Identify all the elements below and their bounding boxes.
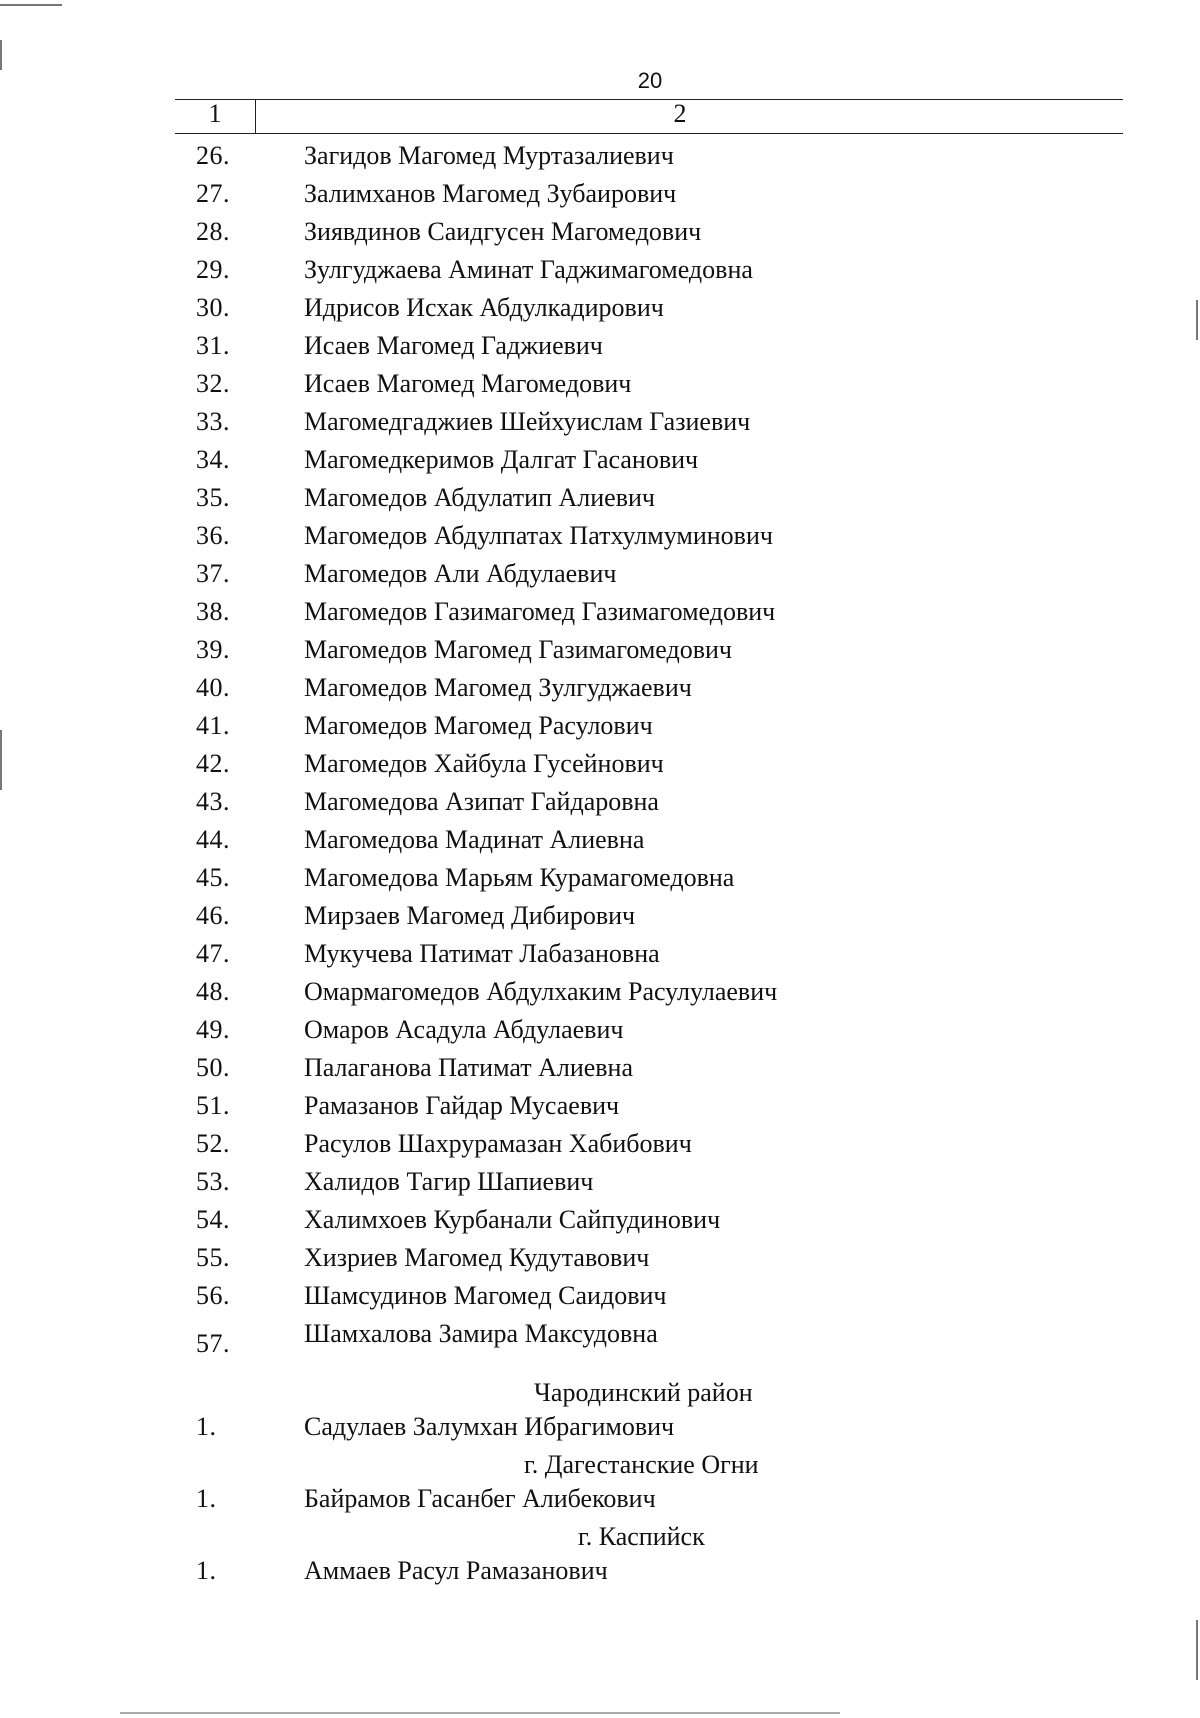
person-name: Мирзаев Магомед Дибирович <box>304 901 636 930</box>
list-item <box>0 405 1200 443</box>
table-header-col1: 1 <box>208 99 222 128</box>
list-item <box>0 1241 1200 1279</box>
person-name: Исаев Магомед Гаджиевич <box>304 331 603 360</box>
item-number: 1. <box>196 1556 217 1585</box>
person-name: Зиявдинов Саидгусен Магомедович <box>304 217 702 246</box>
item-number: 33. <box>196 407 230 436</box>
item-number: 38. <box>196 597 230 626</box>
person-name: Аммаев Расул Рамазанович <box>304 1556 608 1585</box>
item-number: 45. <box>196 863 230 892</box>
list-item <box>0 215 1200 253</box>
item-number: 53. <box>196 1167 230 1196</box>
item-number: 39. <box>196 635 230 664</box>
list-item <box>0 557 1200 595</box>
list-item <box>0 747 1200 785</box>
list-item <box>0 367 1200 405</box>
list-item <box>0 861 1200 899</box>
person-name: Расулов Шахрурамазан Хабибович <box>304 1129 692 1158</box>
item-number: 37. <box>196 559 230 588</box>
item-number: 27. <box>196 179 230 208</box>
list-item <box>0 785 1200 823</box>
district-heading: г. Каспийск <box>578 1522 705 1551</box>
list-item <box>0 253 1200 291</box>
list-item <box>0 291 1200 329</box>
person-name: Магомедова Мадинат Алиевна <box>304 825 645 854</box>
person-name: Магомедов Абдулпатах Патхулмуминович <box>304 521 773 550</box>
item-number: 43. <box>196 787 230 816</box>
list-item <box>0 1317 1200 1358</box>
item-number: 35. <box>196 483 230 512</box>
item-number: 56. <box>196 1281 230 1310</box>
item-number: 32. <box>196 369 230 398</box>
item-number: 1. <box>196 1484 217 1513</box>
person-name: Магомедгаджиев Шейхуислам Газиевич <box>304 407 751 436</box>
person-name: Зулгуджаева Аминат Гаджимагомедовна <box>304 255 753 284</box>
item-number: 28. <box>196 217 230 246</box>
person-name: Магомедов Магомед Зулгуджаевич <box>304 673 692 702</box>
person-name: Магомедова Марьям Курамагомедовна <box>304 863 735 892</box>
person-name: Магомедова Азипат Гайдаровна <box>304 787 659 816</box>
item-number: 36. <box>196 521 230 550</box>
scan-mark <box>0 4 62 6</box>
person-name: Магомедов Магомед Газимагомедович <box>304 635 732 664</box>
person-name: Рамазанов Гайдар Мусаевич <box>304 1091 620 1120</box>
item-number: 50. <box>196 1053 230 1082</box>
item-number: 34. <box>196 445 230 474</box>
item-number: 46. <box>196 901 230 930</box>
person-name: Хизриев Магомед Кудутавович <box>304 1243 650 1272</box>
scan-mark <box>0 40 2 70</box>
scan-mark <box>1196 1620 1198 1680</box>
table-header-top-rule <box>175 99 1123 100</box>
person-name: Халидов Тагир Шапиевич <box>304 1167 594 1196</box>
item-number: 40. <box>196 673 230 702</box>
list-item <box>0 1203 1200 1241</box>
person-name: Магомедов Абдулатип Алиевич <box>304 483 655 512</box>
person-name: Магомедов Хайбула Гусейнович <box>304 749 664 778</box>
list-item <box>0 595 1200 633</box>
item-number: 31. <box>196 331 230 360</box>
person-name: Омармагомедов Абдулхаким Расулулаевич <box>304 977 778 1006</box>
person-name: Загидов Магомед Муртазалиевич <box>304 141 674 170</box>
list-item <box>0 329 1200 367</box>
list-item <box>0 633 1200 671</box>
scan-mark <box>120 1712 840 1714</box>
item-number: 48. <box>196 977 230 1006</box>
item-number: 57. <box>196 1329 230 1358</box>
list-item <box>0 519 1200 557</box>
scan-mark <box>0 730 2 790</box>
table-header-col2: 2 <box>673 99 687 128</box>
district-heading: Чародинский район <box>534 1378 753 1407</box>
person-name: Идрисов Исхак Абдулкадирович <box>304 293 664 322</box>
item-number: 41. <box>196 711 230 740</box>
list-item <box>0 937 1200 975</box>
item-number: 26. <box>196 141 230 170</box>
page-number: 20 <box>637 68 663 93</box>
person-name: Мукучева Патимат Лабазановна <box>304 939 660 968</box>
person-name: Халимхоев Курбанали Сайпудинович <box>304 1205 721 1234</box>
list-item <box>0 709 1200 747</box>
person-name: Палаганова Патимат Алиевна <box>304 1053 634 1082</box>
list-item <box>0 823 1200 861</box>
list-item <box>0 1051 1200 1089</box>
list-item <box>0 671 1200 709</box>
list-item <box>0 899 1200 937</box>
scan-mark <box>1196 300 1198 340</box>
person-name: Садулаев Залумхан Ибрагимович <box>304 1412 675 1441</box>
person-name: Магомедов Али Абдулаевич <box>304 559 617 588</box>
person-name: Залимханов Магомед Зубаирович <box>304 179 677 208</box>
person-name: Магомедов Магомед Расулович <box>304 711 653 740</box>
item-number: 47. <box>196 939 230 968</box>
item-number: 29. <box>196 255 230 284</box>
person-name: Магомедов Газимагомед Газимагомедович <box>304 597 776 626</box>
list-item <box>0 139 1200 177</box>
list-item <box>0 177 1200 215</box>
item-number: 49. <box>196 1015 230 1044</box>
list-item <box>0 975 1200 1013</box>
list-item <box>0 1089 1200 1127</box>
list-item <box>0 481 1200 519</box>
item-number: 30. <box>196 293 230 322</box>
list-item <box>0 1165 1200 1203</box>
list-item <box>0 1013 1200 1051</box>
person-name: Шамхалова Замира Максудовна <box>304 1319 658 1348</box>
list-item <box>0 443 1200 481</box>
item-number: 51. <box>196 1091 230 1120</box>
item-number: 42. <box>196 749 230 778</box>
person-name: Шамсудинов Магомед Саидович <box>304 1281 667 1310</box>
list-item <box>0 1127 1200 1165</box>
name-list <box>0 139 1200 1358</box>
item-number: 1. <box>196 1412 217 1441</box>
person-name: Омаров Асадула Абдулаевич <box>304 1015 624 1044</box>
person-name: Магомедкеримов Далгат Гасанович <box>304 445 699 474</box>
item-number: 52. <box>196 1129 230 1158</box>
person-name: Исаев Магомед Магомедович <box>304 369 632 398</box>
list-item <box>0 1279 1200 1317</box>
item-number: 44. <box>196 825 230 854</box>
item-number: 54. <box>196 1205 230 1234</box>
person-name: Байрамов Гасанбег Алибекович <box>304 1484 656 1513</box>
district-heading: г. Дагестанские Огни <box>524 1450 759 1479</box>
table-header-bottom-rule <box>175 133 1123 134</box>
table-header-column-divider <box>255 99 256 133</box>
item-number: 55. <box>196 1243 230 1272</box>
